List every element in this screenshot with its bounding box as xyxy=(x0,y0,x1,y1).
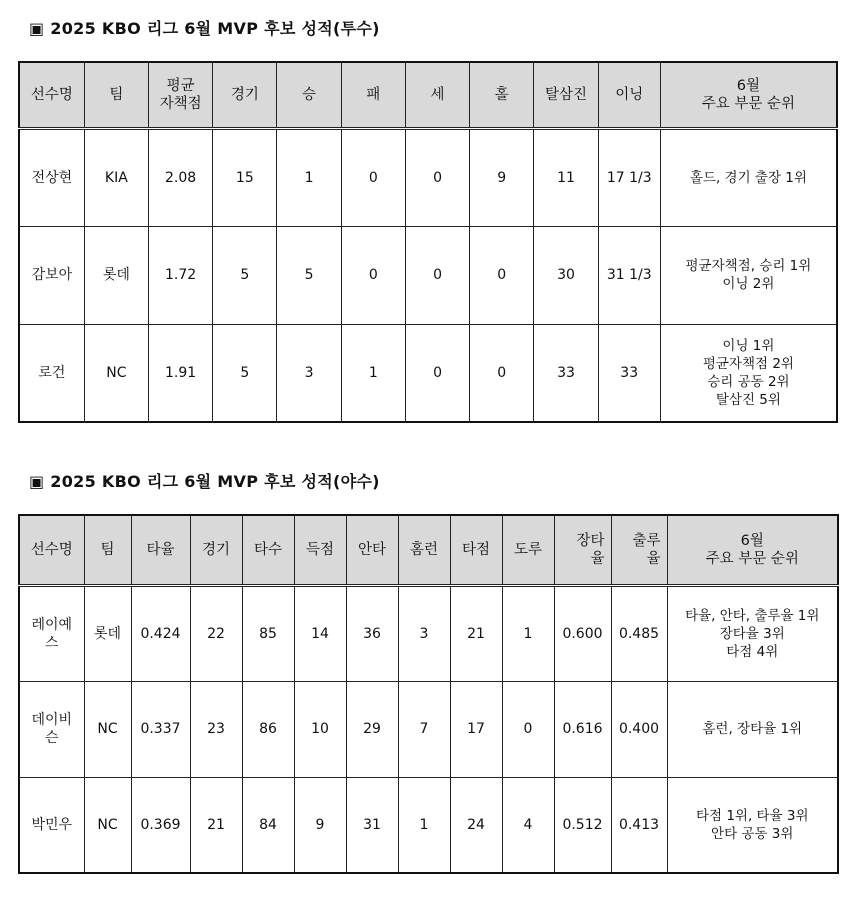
table-header-row xyxy=(19,515,838,585)
games: 5 xyxy=(213,226,277,324)
col-header-team: 팀 xyxy=(84,515,131,585)
player-name: 전상현 xyxy=(19,128,84,226)
player-name: 데이비 슨 xyxy=(19,681,84,777)
table-row xyxy=(19,226,837,324)
team: 롯데 xyxy=(84,226,148,324)
holds: 0 xyxy=(470,324,534,422)
wins: 3 xyxy=(277,324,341,422)
ranking-notes: 이닝 1위 평균자책점 2위 승리 공동 2위 탈삼진 5위 xyxy=(660,324,837,422)
col-header-team: 팀 xyxy=(84,62,148,128)
col-header-home-runs: 홈런 xyxy=(398,515,450,585)
games: 21 xyxy=(190,777,242,873)
team: 롯데 xyxy=(84,585,131,681)
col-header-obp: 출루 율 xyxy=(611,515,667,585)
team: NC xyxy=(84,681,131,777)
saves: 0 xyxy=(405,324,469,422)
team: KIA xyxy=(84,128,148,226)
home-runs: 1 xyxy=(398,777,450,873)
wins: 5 xyxy=(277,226,341,324)
runs: 9 xyxy=(294,777,346,873)
table-row xyxy=(19,585,838,681)
ranking-notes: 홈런, 장타율 1위 xyxy=(667,681,838,777)
at-bats: 84 xyxy=(242,777,294,873)
col-header-at-bats: 타수 xyxy=(242,515,294,585)
slg: 0.512 xyxy=(554,777,611,873)
table-row xyxy=(19,324,837,422)
at-bats: 85 xyxy=(242,585,294,681)
games: 22 xyxy=(190,585,242,681)
steals: 4 xyxy=(502,777,554,873)
hits: 29 xyxy=(346,681,398,777)
strikeouts: 11 xyxy=(534,128,598,226)
avg: 0.369 xyxy=(131,777,190,873)
player-name: 레이예 스 xyxy=(19,585,84,681)
saves: 0 xyxy=(405,226,469,324)
era: 1.72 xyxy=(148,226,212,324)
col-header-steals: 도루 xyxy=(502,515,554,585)
col-header-notes: 6월 주요 부문 순위 xyxy=(660,62,837,128)
at-bats: 86 xyxy=(242,681,294,777)
runs: 14 xyxy=(294,585,346,681)
table-row xyxy=(19,777,838,873)
col-header-hits: 안타 xyxy=(346,515,398,585)
holds: 0 xyxy=(470,226,534,324)
col-header-losses: 패 xyxy=(341,62,405,128)
rbi: 24 xyxy=(450,777,502,873)
ranking-notes: 타점 1위, 타율 3위 안타 공동 3위 xyxy=(667,777,838,873)
col-header-name: 선수명 xyxy=(19,515,84,585)
col-header-holds: 홀 xyxy=(470,62,534,128)
home-runs: 3 xyxy=(398,585,450,681)
batter-stats-table xyxy=(18,514,839,874)
obp: 0.400 xyxy=(611,681,667,777)
era: 1.91 xyxy=(148,324,212,422)
innings: 33 xyxy=(598,324,660,422)
losses: 1 xyxy=(341,324,405,422)
col-header-notes: 6월 주요 부문 순위 xyxy=(667,515,838,585)
avg: 0.424 xyxy=(131,585,190,681)
runs: 10 xyxy=(294,681,346,777)
team: NC xyxy=(84,777,131,873)
obp: 0.413 xyxy=(611,777,667,873)
col-header-games: 경기 xyxy=(213,62,277,128)
games: 15 xyxy=(213,128,277,226)
col-header-runs: 득점 xyxy=(294,515,346,585)
ranking-notes: 타율, 안타, 출루율 1위 장타율 3위 타점 4위 xyxy=(667,585,838,681)
batter-section-title: ▣ 2025 KBO 리그 6월 MVP 후보 성적(야수) xyxy=(29,472,380,491)
col-header-era: 평균 자책점 xyxy=(148,62,212,128)
innings: 31 1/3 xyxy=(598,226,660,324)
games: 23 xyxy=(190,681,242,777)
era: 2.08 xyxy=(148,128,212,226)
home-runs: 7 xyxy=(398,681,450,777)
games: 5 xyxy=(213,324,277,422)
player-name: 박민우 xyxy=(19,777,84,873)
obp: 0.485 xyxy=(611,585,667,681)
rbi: 17 xyxy=(450,681,502,777)
col-header-rbi: 타점 xyxy=(450,515,502,585)
col-header-strikeouts: 탈삼진 xyxy=(534,62,598,128)
col-header-wins: 승 xyxy=(277,62,341,128)
col-header-slg: 장타 율 xyxy=(554,515,611,585)
player-name: 감보아 xyxy=(19,226,84,324)
col-header-name: 선수명 xyxy=(19,62,84,128)
innings: 17 1/3 xyxy=(598,128,660,226)
hits: 31 xyxy=(346,777,398,873)
avg: 0.337 xyxy=(131,681,190,777)
steals: 1 xyxy=(502,585,554,681)
losses: 0 xyxy=(341,226,405,324)
col-header-games: 경기 xyxy=(190,515,242,585)
strikeouts: 30 xyxy=(534,226,598,324)
col-header-avg: 타율 xyxy=(131,515,190,585)
pitcher-section-title: ▣ 2025 KBO 리그 6월 MVP 후보 성적(투수) xyxy=(29,19,380,38)
table-header-row xyxy=(19,62,837,128)
saves: 0 xyxy=(405,128,469,226)
wins: 1 xyxy=(277,128,341,226)
pitcher-stats-table xyxy=(18,61,838,423)
steals: 0 xyxy=(502,681,554,777)
team: NC xyxy=(84,324,148,422)
ranking-notes: 평균자책점, 승리 1위 이닝 2위 xyxy=(660,226,837,324)
ranking-notes: 홀드, 경기 출장 1위 xyxy=(660,128,837,226)
slg: 0.600 xyxy=(554,585,611,681)
losses: 0 xyxy=(341,128,405,226)
holds: 9 xyxy=(470,128,534,226)
slg: 0.616 xyxy=(554,681,611,777)
player-name: 로건 xyxy=(19,324,84,422)
col-header-innings: 이닝 xyxy=(598,62,660,128)
rbi: 21 xyxy=(450,585,502,681)
hits: 36 xyxy=(346,585,398,681)
table-row xyxy=(19,681,838,777)
strikeouts: 33 xyxy=(534,324,598,422)
table-row xyxy=(19,128,837,226)
col-header-saves: 세 xyxy=(405,62,469,128)
